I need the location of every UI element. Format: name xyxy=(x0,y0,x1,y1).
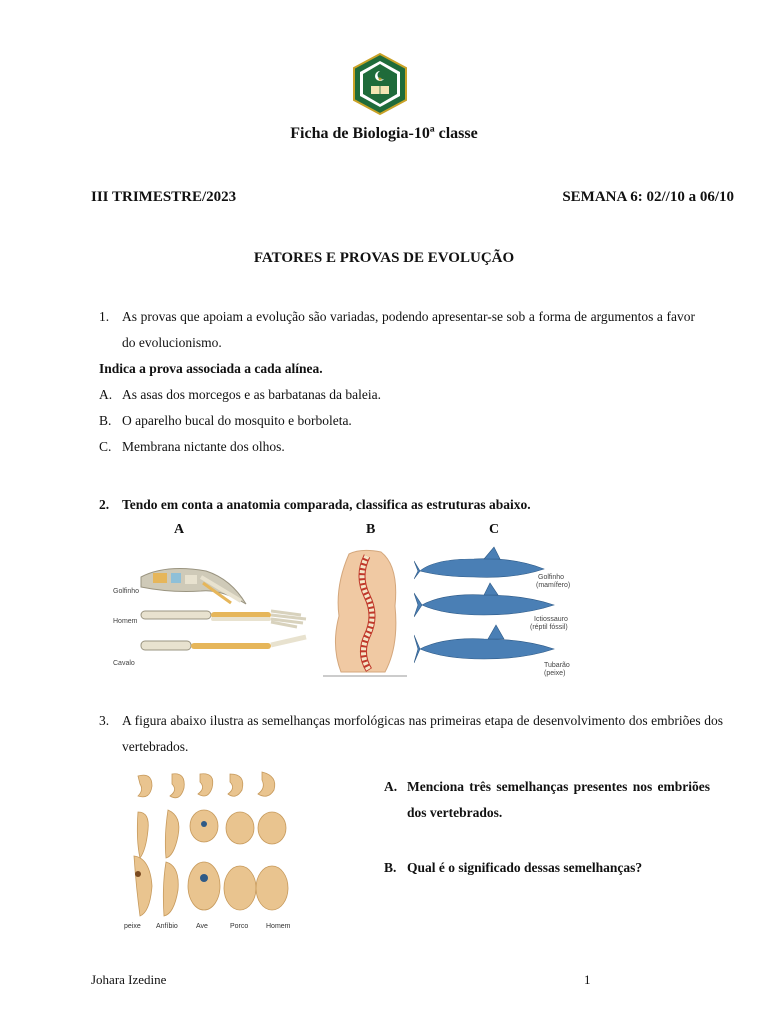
item-text: Qual é o significado dessas semelhanças? xyxy=(407,860,643,875)
item-letter: A. xyxy=(384,779,398,794)
item-letter: B. xyxy=(99,413,112,428)
convergent-animals-figure xyxy=(414,545,574,679)
animal-label: Tubarão xyxy=(544,662,570,669)
topic-heading: FATORES E PROVAS DE EVOLUÇÃO xyxy=(253,250,515,266)
list-item xyxy=(99,434,699,460)
embryo-label: Ave xyxy=(196,923,208,930)
figure-label-c: C xyxy=(489,522,500,537)
animal-label: Ictiossauro xyxy=(534,616,568,623)
list-item xyxy=(99,408,699,434)
item-text: Membrana nictante dos olhos. xyxy=(122,439,285,454)
limb-label: Golfinho xyxy=(113,588,140,595)
spine-figure xyxy=(321,546,411,678)
animal-label: Golfinho xyxy=(538,574,565,581)
animal-label: (mamífero) xyxy=(536,582,571,589)
embryos-figure xyxy=(124,766,304,932)
item-letter: B. xyxy=(384,860,397,875)
limb-bones-figure xyxy=(111,559,321,679)
embryo-label: Homem xyxy=(266,923,291,930)
limb-label: Cavalo xyxy=(113,660,135,667)
animal-label: (réptil fóssil) xyxy=(530,624,568,631)
question-text: A figura abaixo ilustra as semelhanças morfológicas nas primeiras etapa de desenvolvimento dos embriões dos vertebrados. xyxy=(122,713,723,754)
question-3-item-a xyxy=(384,774,710,826)
question-3 xyxy=(99,708,723,760)
footer-author: Johara Izedine xyxy=(91,972,167,987)
question-2 xyxy=(99,492,719,518)
question-number: 2. xyxy=(99,497,110,512)
item-text: Menciona três semelhanças presentes nos embriões dos vertebrados. xyxy=(407,779,710,820)
question-3-item-b xyxy=(384,855,710,881)
page-title: Ficha de Biologia-10ª classe xyxy=(290,125,478,142)
question-1-items xyxy=(99,382,699,460)
question-1-instruction: Indica a prova associada a cada alínea. xyxy=(99,361,323,376)
figure-label-a: A xyxy=(174,522,185,537)
svg-text:★: ★ xyxy=(377,77,383,83)
embryo-label: Porco xyxy=(230,923,249,930)
list-item xyxy=(99,382,699,408)
school-logo xyxy=(351,52,409,116)
question-number: 1. xyxy=(99,309,110,324)
limb-label: Homem xyxy=(113,618,138,625)
embryo-label: peixe xyxy=(124,923,141,930)
item-text: O aparelho bucal do mosquito e borboleta. xyxy=(122,413,352,428)
figure-label-b: B xyxy=(366,522,376,537)
question-text: As provas que apoiam a evolução são variadas, podendo apresentar-se sob a forma de argumentos a favor do evolucionismo. xyxy=(122,309,695,350)
item-letter: C. xyxy=(99,439,112,454)
question-text: Tendo em conta a anatomia comparada, classifica as estruturas abaixo. xyxy=(122,497,531,512)
term-label: III TRIMESTRE/2023 xyxy=(91,189,237,205)
question-1 xyxy=(99,304,695,356)
item-text: As asas dos morcegos e as barbatanas da baleia. xyxy=(122,387,382,402)
item-letter: A. xyxy=(99,387,113,402)
page-number: 1 xyxy=(584,972,591,987)
embryo-label: Anfíbio xyxy=(156,923,178,930)
animal-label: (peixe) xyxy=(544,670,566,677)
school-crest-icon xyxy=(351,52,409,116)
week-label: SEMANA 6: 02//10 a 06/10 xyxy=(562,189,734,205)
question-number: 3. xyxy=(99,713,110,728)
